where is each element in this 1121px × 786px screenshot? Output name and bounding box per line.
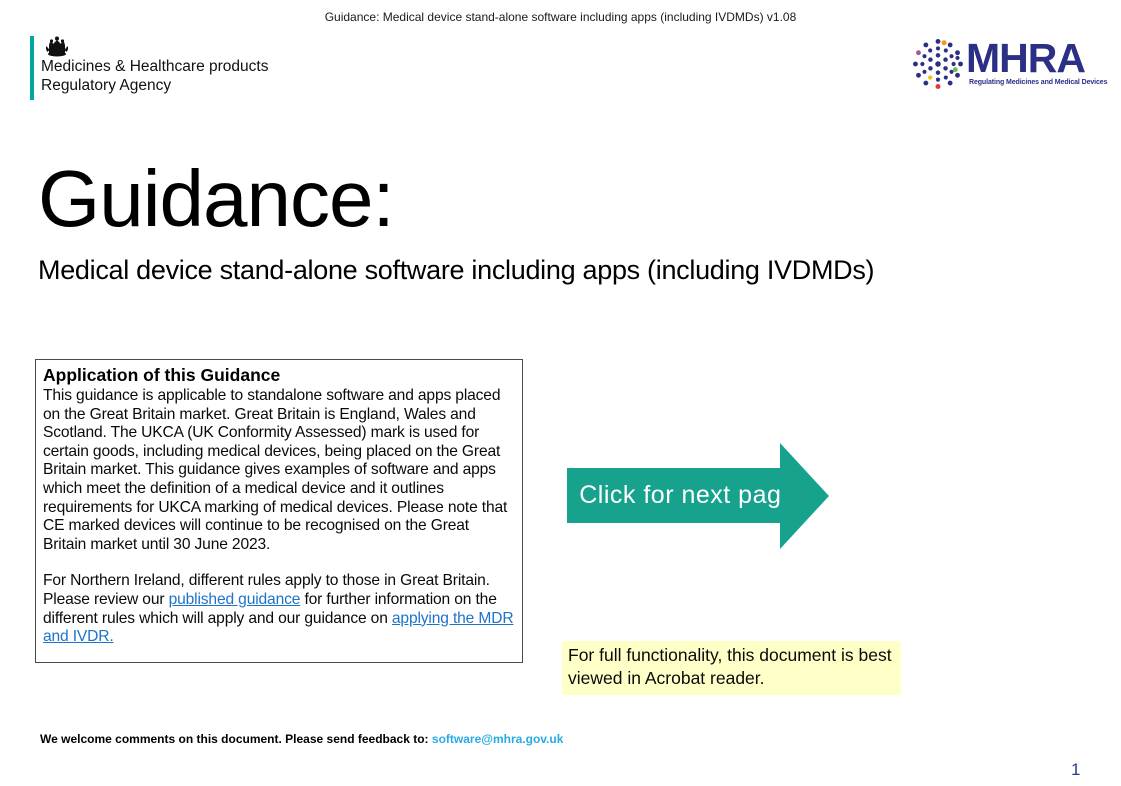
page-title: Guidance: <box>38 154 394 243</box>
mhra-tagline: Regulating Medicines and Medical Devices <box>969 79 1108 86</box>
next-page-arrow-label: Click for next page <box>579 481 796 509</box>
arrow-right-icon[interactable] <box>780 443 829 549</box>
paragraph2-text-2: for further information on the different rules which will apply and our guidance on <box>43 590 497 627</box>
feedback-email-link[interactable]: software@mhra.gov.uk <box>431 732 564 746</box>
next-page-arrow-body[interactable] <box>567 468 796 523</box>
mhra-logo <box>912 35 1108 96</box>
mdr-ivdr-link[interactable]: applying the MDR and IVDR. <box>43 609 514 646</box>
feedback-footer <box>40 732 563 746</box>
mhra-dots-icon <box>912 38 964 90</box>
published-guidance-link[interactable]: published guidance <box>168 590 301 608</box>
application-guidance-box <box>35 359 523 663</box>
page-subtitle: Medical device stand-alone software including apps (including IVDMDs) <box>38 255 875 285</box>
acrobat-note: For full functionality, this document is best viewed in Acrobat reader. <box>562 641 901 695</box>
document-header-title: Guidance: Medical device stand-alone software including apps (including IVDMDs) v1.08 <box>324 10 797 24</box>
agency-name-line1: Medicines & Healthcare products <box>41 58 269 75</box>
royal-crest-icon <box>44 34 70 58</box>
application-box-paragraph1: This guidance is applicable to standalone software and apps placed on the Great Britain market. Great Britain is England, Wales and Scotland. The UKCA (UK Conformity Assessed) mark is used for certain goods, including medical devices, being placed on the Great Britain market. This guidance gives examples of software and apps which meet the definition of a medical device and it outlines requirements for UKCA marking of medical devices. Please note that CE marked devices will continue to be recognised on the Great Britain market until 30 June 2023. <box>43 387 508 553</box>
application-box-heading: Application of this Guidance <box>43 365 281 385</box>
next-page-arrow-button[interactable] <box>567 443 829 550</box>
agency-name-line2: Regulatory Agency <box>41 77 172 94</box>
mhra-wordmark: MHRA <box>966 35 1085 81</box>
agency-name <box>41 57 268 95</box>
feedback-text: We welcome comments on this document. Please send feedback to: <box>40 732 432 746</box>
application-box-paragraph2 <box>43 572 514 646</box>
page-number: 1 <box>1071 760 1081 779</box>
teal-brand-bar <box>30 36 34 100</box>
paragraph2-text-1: For Northern Ireland, different rules apply to those in Great Britain. Please review our <box>43 572 490 608</box>
